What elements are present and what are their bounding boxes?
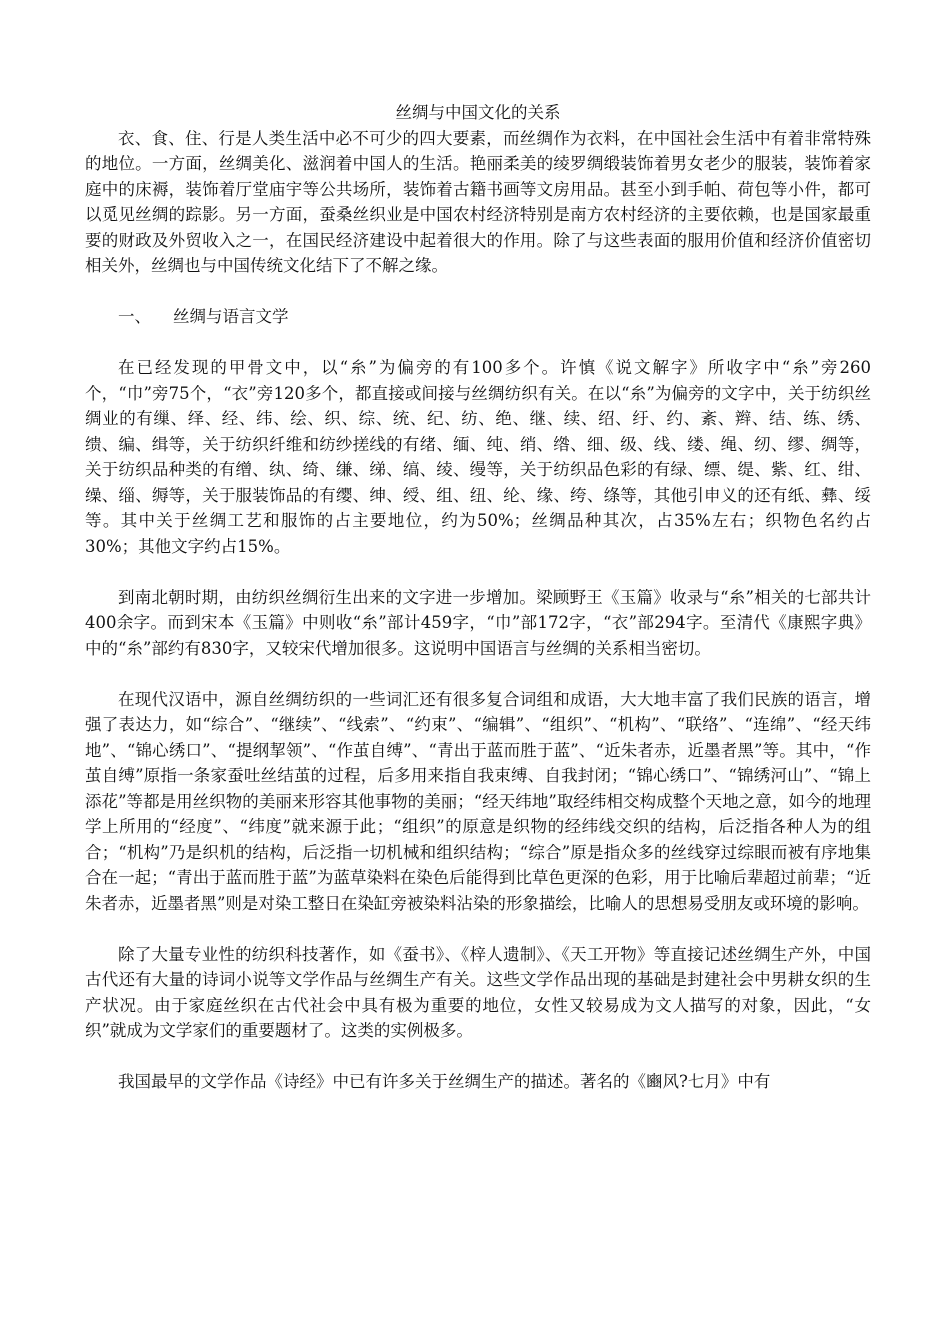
- spacer: [85, 1044, 871, 1070]
- section-title: 丝绸与语言文学: [173, 307, 289, 326]
- section-heading: [85, 304, 871, 330]
- body-paragraph: 在现代汉语中，源自丝绸纺织的一些词汇还有很多复合词组和成语，大大地丰富了我们民族的语言，增强了表达力，如“综合”、“继续”、“线索”、“约束”、“编辑”、“组织”、“机构”、“联络”、“连绵”、“经天纬地”、“锦心绣口”、“提纲挈领”、“作茧自缚”、“青出于蓝而胜于蓝”、“近朱者赤，近墨者黑”等。其中，“作茧自缚”原指一条家蚕吐丝结茧的过程，后多用来指自我束缚、自我封闭；“锦心绣口”、“锦绣河山”、“锦上添花”等都是用丝织物的美丽来形容其他事物的美丽；“经天纬地”取经纬相交构成整个天地之意，如今的地理学上所用的“经度”、“纬度”就来源于此；“组织”的原意是织物的经纬线交织的结构，后泛指各种人为的组合；“机构”乃是织机的结构，后泛指一切机械和组织结构；“综合”原是指众多的丝线穿过综眼而被有序地集合在一起；“青出于蓝而胜于蓝”为蓝草染料在染色后能得到比草色更深的色彩，用于比喻后辈超过前辈；“近朱者赤，近墨者黑”则是对染工整日在染缸旁被染料沾染的形象描绘，比喻人的思想易受朋友或环境的影响。: [85, 689, 871, 913]
- intro-paragraph: 衣、食、住、行是人类生活中必不可少的四大要素，而丝绸作为衣料，在中国社会生活中有着非常特殊的地位。一方面，丝绸美化、滋润着中国人的生活。艳丽柔美的绫罗绸缎装饰着男女老少的服装，装饰着家庭中的床褥，装饰着厅堂庙宇等公共场所，装饰着古籍书画等文房用品。甚至小到手帕、荷包等小件，都可以觅见丝绸的踪影。另一方面，蚕桑丝织业是中国农村经济特别是南方农村经济的主要依赖，也是国家最重要的财政及外贸收入之一，在国民经济建设中起着很大的作用。除了与这些表面的服用价值和经济价值密切相关外，丝绸也与中国传统文化结下了不解之缘。: [85, 128, 871, 275]
- body-paragraph: 在已经发现的甲骨文中，以“糸”为偏旁的有100多个。许慎《说文解字》所收字中“糸”旁260个，“巾”旁75个，“衣”旁120多个，都直接或间接与丝绸纺织有关。在以“糸”为偏旁的文字中，关于纺织丝绸业的有缫、绎、经、纬、绘、织、综、统、纪、纺、绝、继、续、绍、纡、约、紊、辫、结、练、绣、缋、编、缉等，关于纺织纤维和纺纱搓线的有绪、缅、纯、绡、绺、细、级、线、缕、绳、纫、缪、绸等，关于纺织品种类的有缯、纨、绮、缣、绨、缟、绫、缦等，关于纺织品色彩的有绿、缥、缇、紫、红、绀、缲、缁、缛等，关于服装饰品的有缨、绅、绶、组、纽、纶、缘、绔、绦等，其他引申义的还有纸、彝、绥等。其中关于丝绸工艺和服饰的占主要地位，约为50%；丝绸品种其次，占35%左右；织物色名约占30%；其他文字约占15%。: [85, 358, 871, 556]
- body-paragraph: 我国最早的文学作品《诗经》中已有许多关于丝绸生产的描述。著名的《豳风?七月》中有: [118, 1072, 771, 1091]
- body-paragraph: 到南北朝时期，由纺织丝绸衍生出来的文字进一步增加。梁顾野王《玉篇》收录与“糸”相关的七部共计400余字。而到宋本《玉篇》中则收“糸”部计459字，“巾”部172字，“衣”部294字。至清代《康熙字典》中的“糸”部约有830字，又较宋代增加很多。这说明中国语言与丝绸的关系相当密切。: [85, 587, 871, 658]
- spacer: [85, 661, 871, 687]
- spacer: [85, 916, 871, 942]
- spacer: [85, 330, 871, 356]
- section-number: 一、: [118, 307, 151, 326]
- document-title: 丝绸与中国文化的关系: [395, 103, 561, 122]
- spacer: [85, 279, 871, 305]
- body-paragraph: 除了大量专业性的纺织科技著作，如《蚕书》、《梓人遗制》、《天工开物》等直接记述丝绸生产外，中国古代还有大量的诗词小说等文学作品与丝绸生产有关。这些文学作品出现的基础是封建社会中男耕女织的生产状况。由于家庭丝织在古代社会中具有极为重要的地位，女性又较易成为文人描写的对象，因此，“女织”就成为文学家们的重要题材了。这类的实例极多。: [85, 944, 871, 1040]
- spacer: [85, 559, 871, 585]
- document-page: [85, 100, 871, 1095]
